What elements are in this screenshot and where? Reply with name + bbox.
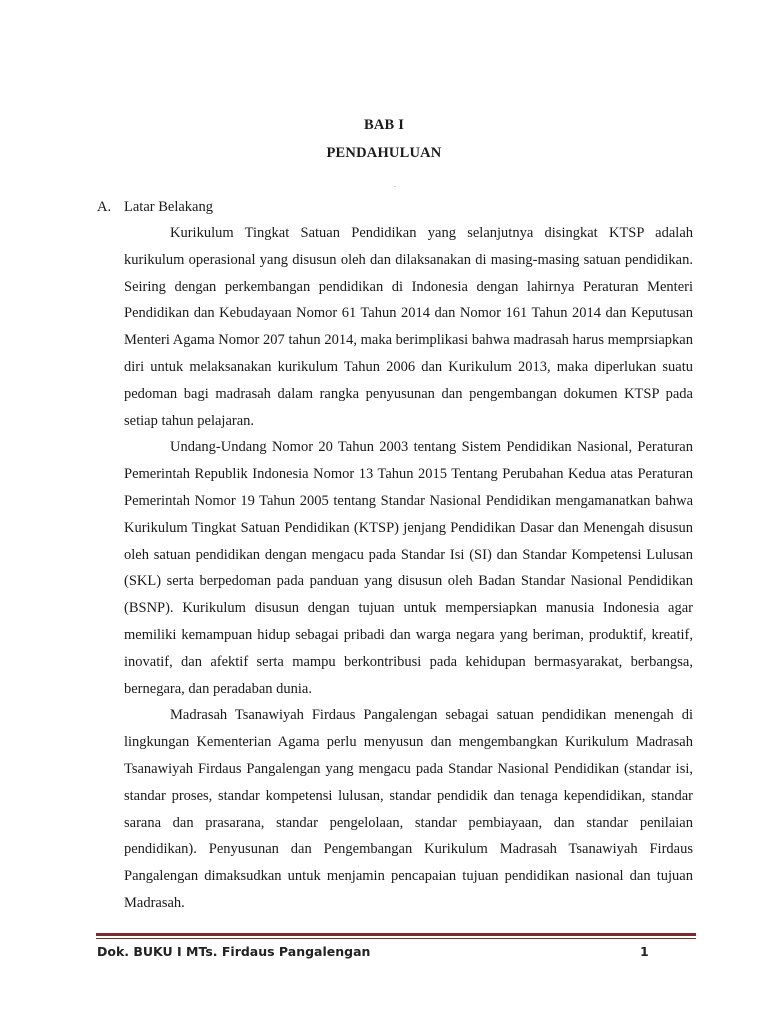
chapter-title: PENDAHULUAN: [326, 145, 442, 161]
footer-rule-thick: [96, 933, 696, 936]
chapter-number: BAB I: [363, 117, 405, 133]
paragraph-2: Undang-Undang Nomor 20 Tahun 2003 tentang Sistem Pendidikan Nasional, Peraturan Pemerintah Republik Indonesia Nomor 13 Tahun 2015 Tentang Perubahan Kedua atas Peraturan Pemerintah Nomor 19 Tahun 2005 tentang Standar Nasional Pendidikan mengamanatkan bahwa Kurikulum Tingkat Satuan Pendidikan (KTSP) jenjang Pendidikan Dasar dan Menengah disusun oleh satuan pendidikan dengan mengacu pada Standar Isi (SI) dan Standar Kompetensi Lulusan (SKL) serta berpedoman pada panduan yang disusun oleh Badan Standar Nasional Pendidikan (BSNP). Kurikulum disusun dengan tujuan untuk mempersiapkan manusia Indonesia agar memiliki kemampuan hidup sebagai pribadi dan warga negara yang beriman, produktif, kreatif, inovatif, dan afektif serta mampu berkontribusi pada kehidupan bermasyarakat, berbangsa, bernegara, dan peradaban dunia.: [124, 439, 693, 697]
footer-document-label: Dok. BUKU I MTs. Firdaus Pangalengan: [97, 944, 371, 959]
section-heading: [97, 199, 213, 216]
body-text: [124, 220, 693, 917]
paragraph-3: Madrasah Tsanawiyah Firdaus Pangalengan sebagai satuan pendidikan menengah di lingkungan Kementerian Agama perlu menyusun dan mengembangkan Kurikulum Madrasah Tsanawiyah Firdaus Pangalengan yang mengacu pada Standar Nasional Pendidikan (standar isi, standar proses, standar kompetensi lulusan, standar pendidik dan tenaga kependidikan, standar sarana dan prasarana, standar pengelolaan, standar pembiayaan, dan standar penilaian pendidikan). Penyusunan dan Pengembangan Kurikulum Madrasah Tsanawiyah Firdaus Pangalengan dimaksudkan untuk menjamin pencapaian tujuan pendidikan nasional dan tujuan Madrasah.: [124, 707, 693, 911]
section-title: Latar Belakang: [124, 199, 213, 215]
paragraph-1: Kurikulum Tingkat Satuan Pendidikan yang selanjutnya disingkat KTSP adalah kurikulum operasional yang disusun oleh dan dilaksanakan di masing-masing satuan pendidikan. Seiring dengan perkembangan pendidikan di Indonesia dengan lahirnya Peraturan Menteri Pendidikan dan Kebudayaan Nomor 61 Tahun 2014 dan Nomor 161 Tahun 2014 dan Keputusan Menteri Agama Nomor 207 tahun 2014, maka berimplikasi bahwa madrasah harus memprsiapkan diri untuk melaksanakan kurikulum Tahun 2006 dan Kurikulum 2013, maka diperlukan suatu pedoman bagi madrasah dalam rangka penyusunan dan pengembangan dokumen KTSP pada setiap tahun pelajaran.: [124, 225, 693, 429]
section-letter: A.: [97, 199, 112, 215]
footer-rule-thin: [96, 938, 696, 939]
stray-dot: .: [394, 180, 396, 189]
footer-page-number: 1: [640, 944, 649, 959]
